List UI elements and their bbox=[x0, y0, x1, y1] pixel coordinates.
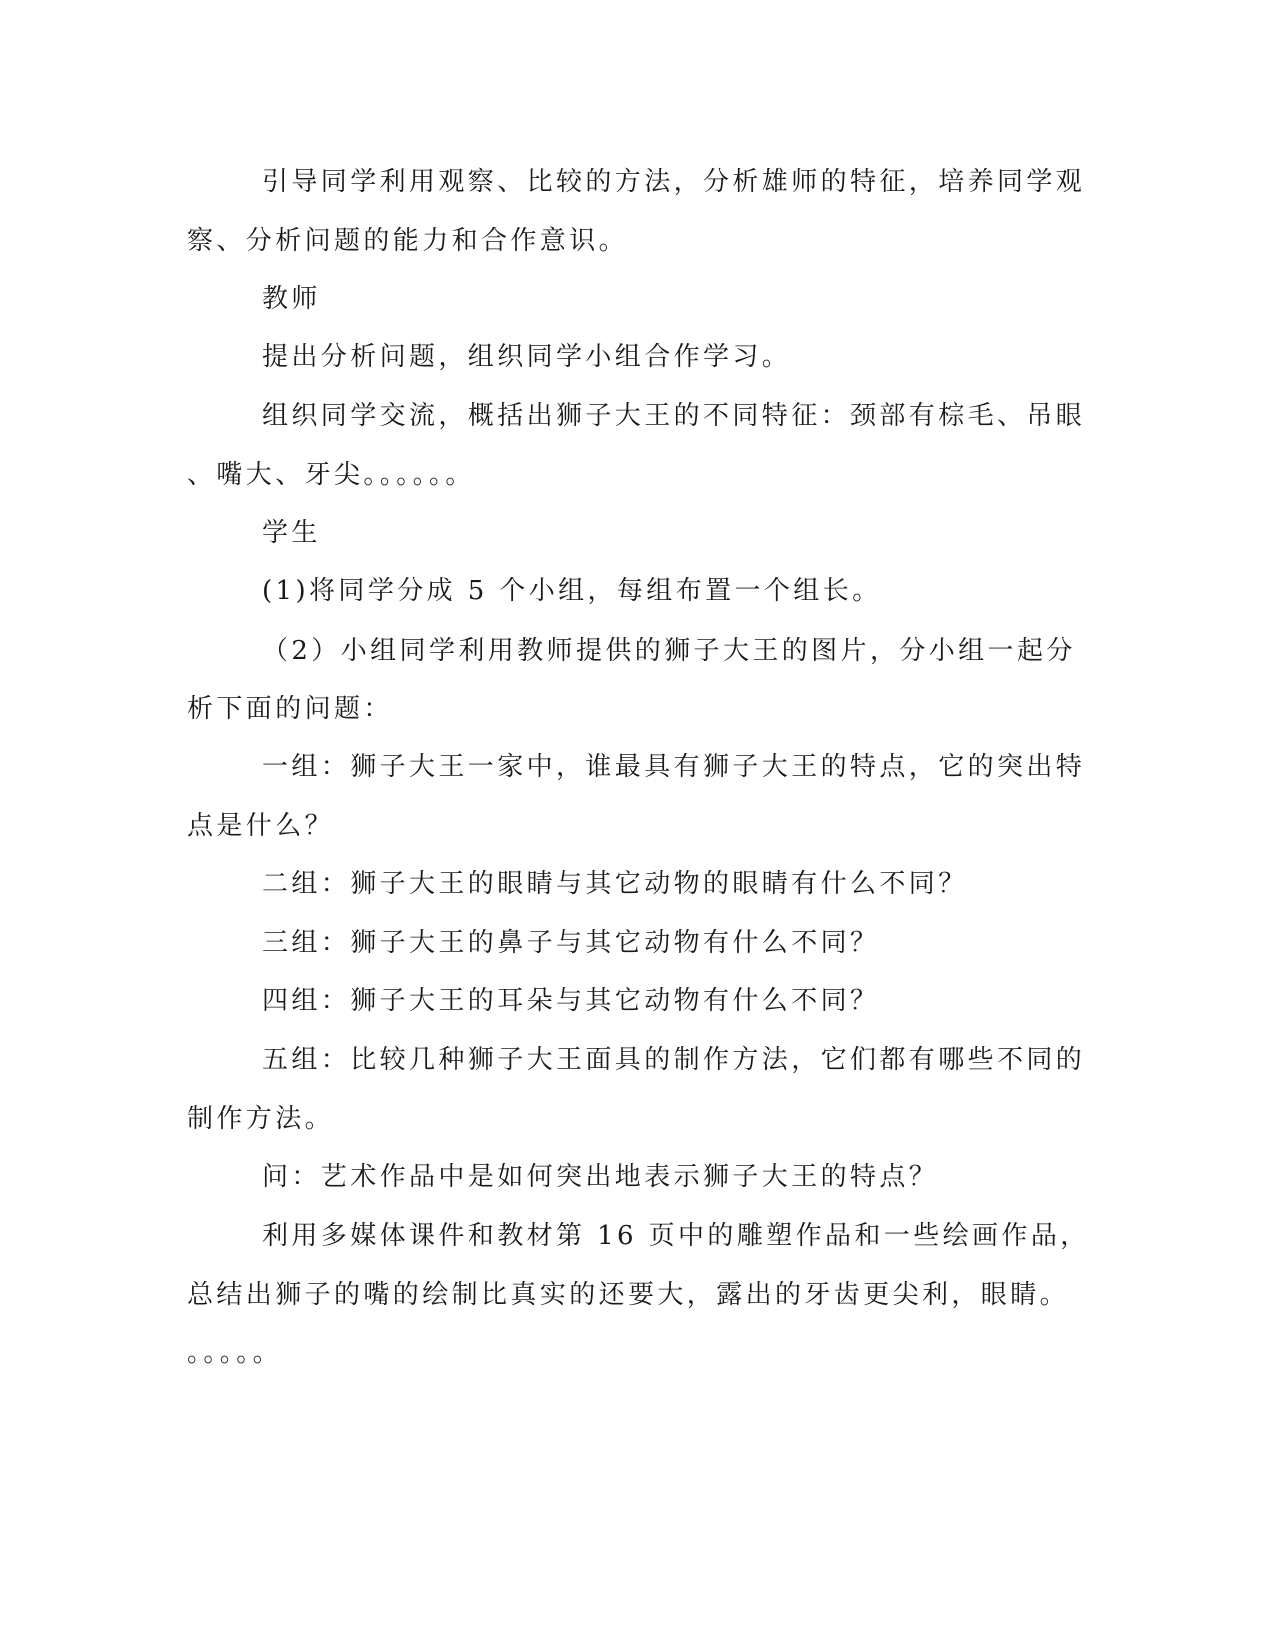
paragraph-line: （2）小组同学利用教师提供的狮子大王的图片，分小组一起分 bbox=[262, 636, 1076, 666]
paragraph-line: 二组：狮子大王的眼睛与其它动物的眼睛有什么不同？ bbox=[262, 869, 968, 899]
paragraph-line: 利用多媒体课件和教材第 16 页中的雕塑作品和一些绘画作品， bbox=[262, 1221, 1090, 1251]
paragraph-line: 。。。。。 bbox=[187, 1338, 283, 1368]
paragraph-line: 引导同学利用观察、比较的方法，分析雄师的特征，培养同学观 bbox=[262, 167, 1086, 197]
paragraph-line: 析下面的问题： bbox=[187, 694, 393, 724]
paragraph-line: 教师 bbox=[262, 284, 321, 314]
paragraph-line: 三组：狮子大王的鼻子与其它动物有什么不同？ bbox=[262, 928, 880, 958]
paragraph-line: 问：艺术作品中是如何突出地表示狮子大王的特点？ bbox=[262, 1162, 939, 1192]
paragraph-line: 一组：狮子大王一家中，谁最具有狮子大王的特点，它的突出特 bbox=[262, 752, 1086, 782]
paragraph-line: (1)将同学分成 5 个小组，每组布置一个组长。 bbox=[262, 576, 882, 606]
paragraph-line: 五组：比较几种狮子大王面具的制作方法，它们都有哪些不同的 bbox=[262, 1045, 1086, 1075]
paragraph-line: 总结出狮子的嘴的绘制比真实的还要大，露出的牙齿更尖利，眼睛。 bbox=[187, 1280, 1070, 1310]
paragraph-line: 察、分析问题的能力和合作意识。 bbox=[187, 226, 629, 256]
paragraph-line: 组织同学交流，概括出狮子大王的不同特征：颈部有棕毛、吊眼 bbox=[262, 401, 1086, 431]
paragraph-line: 学生 bbox=[262, 518, 321, 548]
paragraph-line: 提出分析问题，组织同学小组合作学习。 bbox=[262, 342, 792, 372]
paragraph-line: 点是什么？ bbox=[187, 811, 335, 841]
paragraph-line: 、嘴大、牙尖。。。。。。 bbox=[187, 460, 475, 490]
paragraph-line: 制作方法。 bbox=[187, 1104, 335, 1134]
paragraph-line: 四组：狮子大王的耳朵与其它动物有什么不同？ bbox=[262, 986, 880, 1016]
